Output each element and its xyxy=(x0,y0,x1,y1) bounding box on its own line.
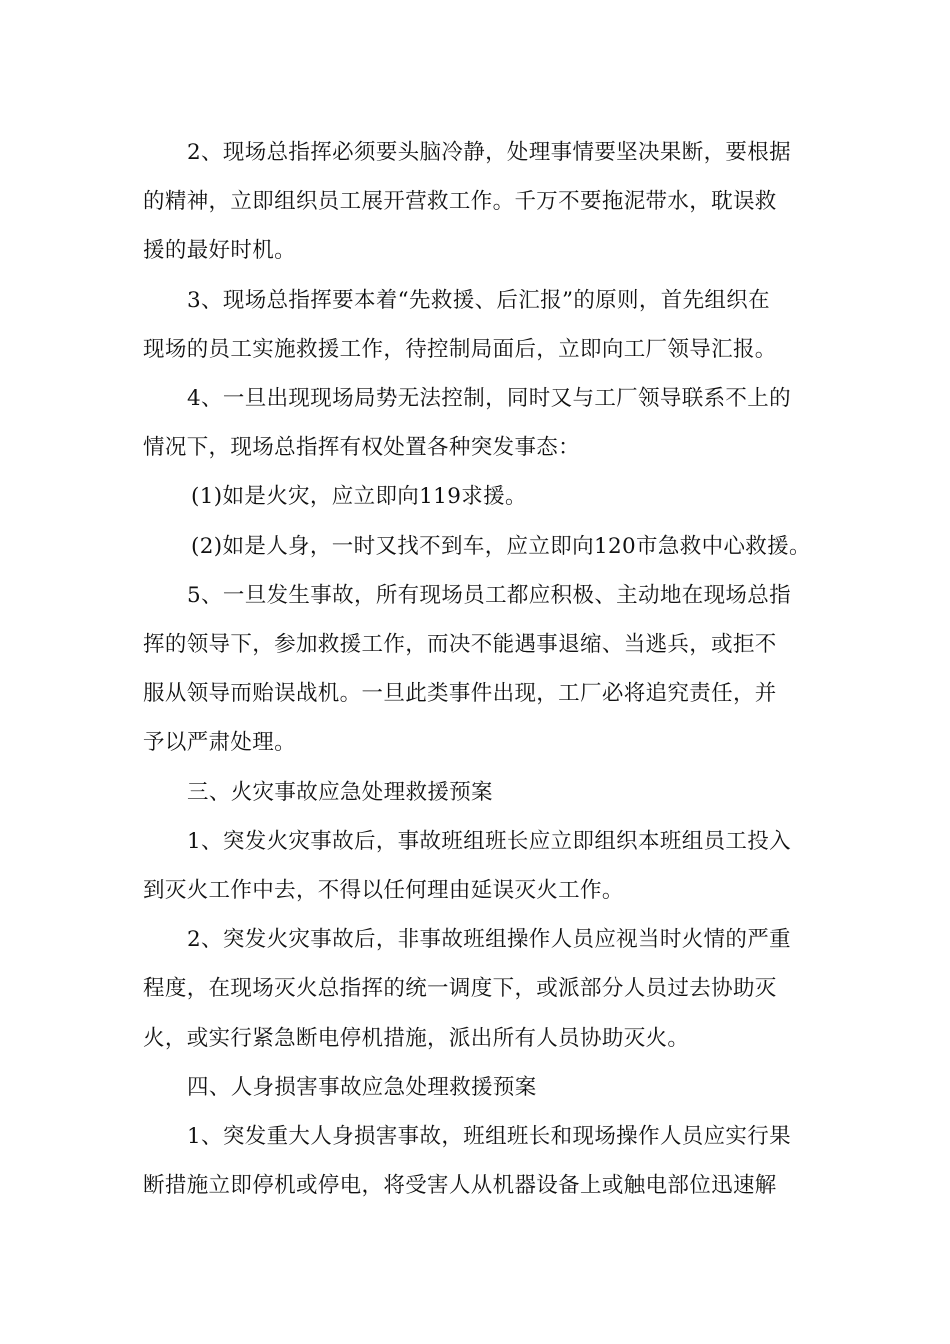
paragraph-injury-1 xyxy=(143,1112,807,1210)
text-line: 火，或实行紧急断电停机措施，派出所有人员协助灭火。 xyxy=(143,1025,690,1051)
text-line: (2)如是人身，一时又找不到车，应立即向120市急救中心救援。 xyxy=(191,533,811,559)
text-line: 予以严肃处理。 xyxy=(143,730,296,756)
paragraph-fire-1 xyxy=(143,817,807,915)
text-line: 三、火灾事故应急处理救援预案 xyxy=(187,779,493,805)
text-line: 程度，在现场灭火总指挥的统一调度下，或派部分人员过去协助灭 xyxy=(143,976,777,1002)
text-line: 5、一旦发生事故，所有现场员工都应积极、主动地在现场总指 xyxy=(187,582,791,608)
paragraph-h4-injury-plan xyxy=(143,1063,807,1112)
paragraph-p4-out-of-control xyxy=(143,374,807,472)
text-line: 援的最好时机。 xyxy=(143,238,296,264)
paragraph-p2-commander-calm xyxy=(143,128,807,276)
text-line: 断措施立即停机或停电，将受害人从机器设备上或触电部位迅速解 xyxy=(143,1173,777,1199)
paragraph-h3-fire-plan xyxy=(143,768,807,817)
text-line: 2、现场总指挥必须要头脑冷静，处理事情要坚决果断，要根据 xyxy=(187,140,791,165)
paragraph-p5-participate xyxy=(143,571,807,768)
text-line: 1、突发重大人身损害事故，班组班长和现场操作人员应实行果 xyxy=(187,1124,791,1150)
paragraph-p3-rescue-first xyxy=(143,276,807,374)
text-line: (1)如是火灾，应立即向119求援。 xyxy=(191,484,527,510)
text-line: 四、人身损害事故应急处理救援预案 xyxy=(187,1074,537,1100)
text-line: 的精神，立即组织员工展开营救工作。千万不要拖泥带水，耽误救 xyxy=(143,189,777,215)
text-line: 情况下，现场总指挥有权处置各种突发事态： xyxy=(143,435,581,461)
text-line: 现场的员工实施救援工作，待控制局面后，立即向工厂领导汇报。 xyxy=(143,336,777,362)
text-line: 1、突发火灾事故后，事故班组班长应立即组织本班组员工投入 xyxy=(187,828,791,854)
text-line: 4、一旦出现现场局势无法控制，同时又与工厂领导联系不上的 xyxy=(187,386,791,412)
paragraph-fire-2 xyxy=(143,915,807,1063)
text-line: 到灭火工作中去，不得以任何理由延误灭火工作。 xyxy=(143,878,624,904)
document-body xyxy=(143,128,811,1210)
text-line: 服从领导而贻误战机。一旦此类事件出现，工厂必将追究责任，并 xyxy=(143,681,777,707)
text-line: 2、突发火灾事故后，非事故班组操作人员应视当时火情的严重 xyxy=(187,927,791,953)
paragraph-p4-2-injury xyxy=(143,522,811,571)
paragraph-p4-1-fire xyxy=(143,472,807,521)
text-line: 挥的领导下，参加救援工作，而决不能遇事退缩、当逃兵，或拒不 xyxy=(143,632,777,658)
text-line: 3、现场总指挥要本着“先救援、后汇报”的原则，首先组织在 xyxy=(187,287,770,313)
